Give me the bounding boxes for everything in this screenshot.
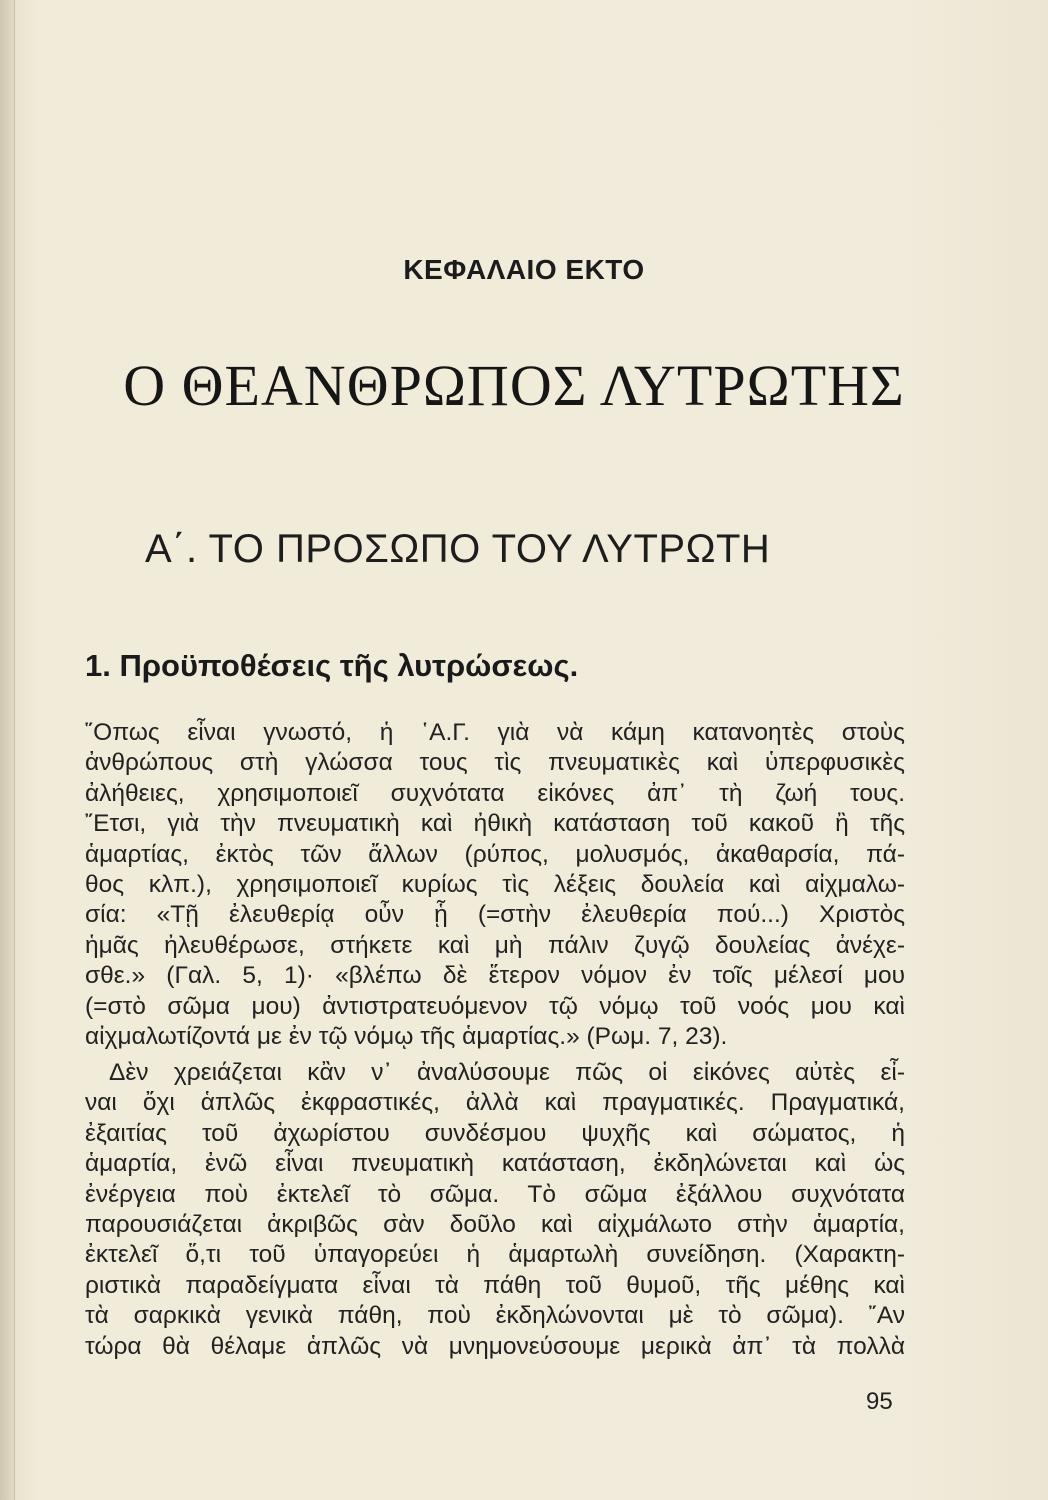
chapter-title: Ο ΘΕΑΝΘΡΩΠΟΣ ΛΥΤΡΩΤΗΣ [123,353,905,418]
paragraph-2 [85,1058,905,1362]
text-line: ἀνθρώπους στὴ γλώσσα τους τὶς πνευματικὲς καὶ ὑπερφυσικὲς [85,749,905,777]
text-line: ῎Ετσι, γιὰ τὴν πνευματικὴ καὶ ἠθικὴ κατάσταση τοῦ κακοῦ ἢ τῆς [85,810,905,838]
paragraph-1 [85,718,905,1052]
text-line: ἐξαιτίας τοῦ ἀχωρίστου συνδέσμου ψυχῆς καὶ σώματος, ἡ [85,1119,905,1147]
text-line: ἁμαρτίας, ἐκτὸς τῶν ἄλλων (ρύπος, μολυσμός, ἀκαθαρσία, πά- [85,840,905,868]
text-line: θος κλπ.), χρησιμοποιεῖ κυρίως τὶς λέξεις δουλεία καὶ αἰχμαλω- [85,870,905,898]
text-line: ἐνέργεια ποὺ ἐκτελεῖ τὸ σῶμα. Τὸ σῶμα ἐξάλλου συχνότατα [85,1180,905,1208]
chapter-label: ΚΕΦΑΛΑΙΟ ΕΚΤΟ [403,254,645,285]
text-line: αἰχμαλωτίζοντά με ἐν τῷ νόμῳ τῆς ἁμαρτίας.» (Ρωμ. 7, 23). [85,1022,728,1050]
text-line: (=στὸ σῶμα μου) ἀντιστρατευόμενον τῷ νόμῳ τοῦ νοός μου καὶ [85,992,905,1020]
text-line: παρουσιάζεται ἀκριβῶς σὰν δοῦλο καὶ αἰχμάλωτο στὴν ἁμαρτία, [85,1210,905,1238]
text-line: ῞Οπως εἶναι γνωστό, ἡ ῾Α.Γ. γιὰ νὰ κάμη κατανοητὲς στοὺς [85,719,905,746]
subsection-title: 1. Προϋποθέσεις τῆς λυτρώσεως. [85,648,579,683]
text-line: ἁμαρτία, ἐνῶ εἶναι πνευματικὴ κατάσταση, ἐκδηλώνεται καὶ ὡς [85,1150,905,1178]
page-number: 95 [866,1388,893,1415]
text-line: ριστικὰ παραδείγματα εἶναι τὰ πάθη τοῦ θυμοῦ, τῆς μέθης καὶ [85,1271,905,1299]
text-line: ναι ὄχι ἁπλῶς ἐκφραστικές, ἀλλὰ καὶ πραγματικές. Πραγματικά, [85,1089,905,1117]
text-line: ἐκτελεῖ ὅ,τι τοῦ ὑπαγορεύει ἡ ἁμαρτωλὴ συνείδηση. (Χαρακτη- [85,1241,905,1269]
text-line: σία: «Τῇ ἐλευθερίᾳ οὖν ᾗ (=στὴν ἐλευθερία πού...) Χριστὸς [85,901,905,929]
binding-edge [0,0,15,1500]
text-line: τὰ σαρκικὰ γενικὰ πάθη, ποὺ ἐκδηλώνονται μὲ τὸ σῶμα). ῎Αν [85,1302,905,1330]
text-line: ἡμᾶς ἠλευθέρωσε, στήκετε καὶ μὴ πάλιν ζυγῷ δουλείας ἀνέχε- [85,931,905,959]
text-line: ἀλήθειες, χρησιμοποιεῖ συχνότατα εἰκόνες ἀπ᾽ τὴ ζωή τους. [85,779,905,807]
text-line: σθε.» (Γαλ. 5, 1)· «βλέπω δὲ ἕτερον νόμον ἐν τοῖς μέλεσί μου [85,962,905,990]
section-title: Α΄. ΤΟ ΠΡΟΣΩΠΟ ΤΟΥ ΛΥΤΡΩΤΗ [145,527,771,571]
text-line: Δὲν χρειάζεται κἂν ν᾽ ἀναλύσουμε πῶς οἱ εἰκόνες αὐτὲς εἶ- [109,1059,905,1086]
text-line: τώρα θὰ θέλαμε ἁπλῶς νὰ μνημονεύσουμε μερικὰ ἀπ᾽ τὰ πολλὰ [85,1332,905,1360]
